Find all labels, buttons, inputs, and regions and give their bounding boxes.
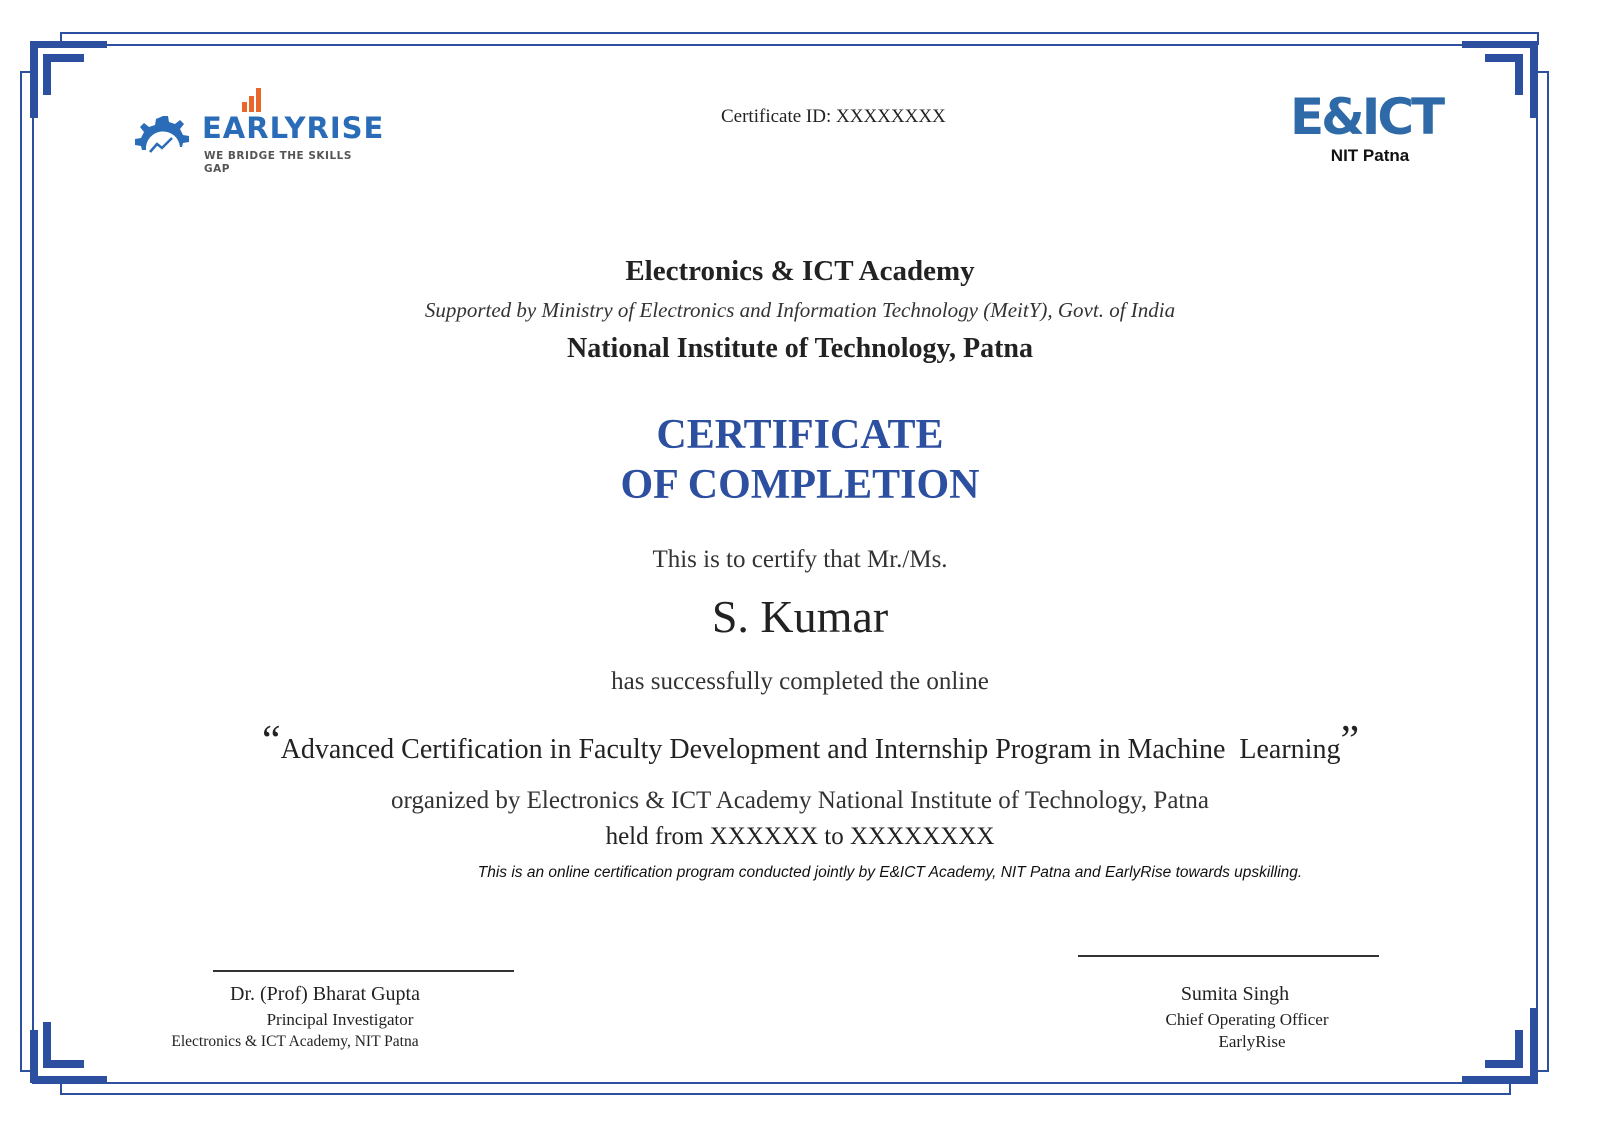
earlyrise-wordmark: EARLYRISE <box>202 111 385 145</box>
recipient-name: S. Kumar <box>711 591 889 642</box>
held-dates: held from XXXXXX to XXXXXXXX <box>605 823 995 850</box>
program-note: This is an online certification program conducted jointly by E&ICT Academy, NIT Patna and EarlyRise towards upskilling. <box>477 864 1303 881</box>
gear-icon <box>130 112 196 166</box>
title-line-2: OF COMPLETION <box>620 462 980 508</box>
eict-subtitle: NIT Patna <box>1330 146 1410 165</box>
course-name <box>262 718 1360 770</box>
certificate-title <box>0 410 1600 510</box>
bar-chart-icon <box>240 88 270 112</box>
title-line-1: CERTIFICATE <box>656 412 944 458</box>
earlyrise-tagline: WE BRIDGE THE SKILLS GAP <box>204 150 352 175</box>
certify-text: This is to certify that Mr./Ms. <box>652 546 948 573</box>
signatory-left <box>150 982 450 1051</box>
institute-name: National Institute of Technology, Patna <box>567 333 1033 364</box>
course-title: Advanced Certification in Faculty Development and Internship Program in Machine Learning <box>280 734 1341 765</box>
signatory-role: Principal Investigator <box>266 1010 414 1029</box>
academy-heading: Electronics & ICT Academy <box>625 255 975 287</box>
signatory-name: Sumita Singh <box>1180 983 1290 1005</box>
signatory-role: Chief Operating Officer <box>1165 1010 1329 1029</box>
completed-text: has successfully completed the online <box>611 668 989 695</box>
signatory-org: Electronics & ICT Academy, NIT Patna <box>171 1033 419 1050</box>
signature-line-right <box>1078 955 1379 957</box>
open-quote: “ <box>262 718 281 764</box>
signatory-name: Dr. (Prof) Bharat Gupta <box>230 983 420 1005</box>
certificate-id: Certificate ID: XXXXXXXX <box>721 106 946 127</box>
signatory-org: EarlyRise <box>1218 1032 1286 1051</box>
signatory-right <box>1100 982 1400 1052</box>
close-quote: ” <box>1340 718 1360 764</box>
eict-logo <box>1290 88 1460 168</box>
supported-by: Supported by Ministry of Electronics and Information Technology (MeitY), Govt. of India <box>424 298 1176 322</box>
earlyrise-logo <box>130 88 385 175</box>
signature-line-left <box>213 970 514 972</box>
eict-wordmark: E&ICT <box>1290 88 1443 146</box>
organizer-text: organized by Electronics & ICT Academy National Institute of Technology, Patna <box>391 787 1209 814</box>
